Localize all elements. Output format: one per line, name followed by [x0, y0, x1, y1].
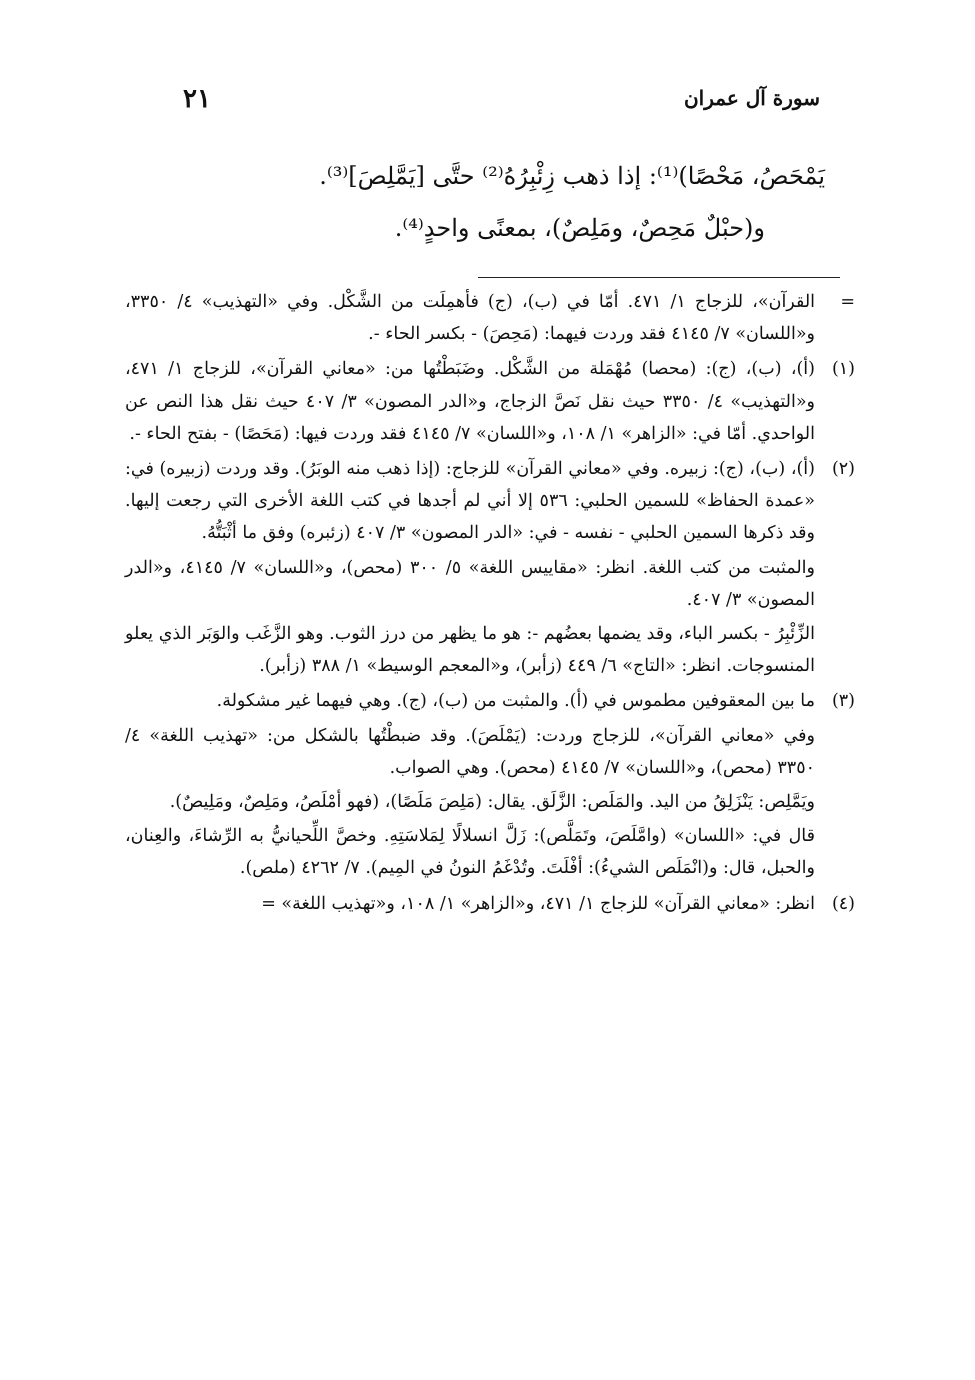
footnote-marker: (٤) — [831, 893, 855, 914]
running-header-surah-title: سورة آل عمران — [683, 86, 820, 110]
footnote-3 — [125, 685, 855, 884]
footnote-marker: (٢) — [831, 459, 855, 480]
footnote-paragraph: قال في: «اللسان» (وامَّلَصَ، وتَمَلَّص): زَلَّ انسلالًا لِمَلاسَتِهِ. وخصَّ اللِّحيانيُّ به الرِّشاءَ، والعِنان، والحبل، قال: و(انْمَلَص الشيءُ): أفْلَتَ. وتُدْغَمُ النونُ في المِيم). ٧/ ٤٢٦٢ (ملص). — [125, 826, 815, 879]
footnote-separator — [478, 277, 840, 278]
footnote-paragraph: ويَمَّلِص: يَنْزَلِقُ من اليد. والمَلَص: الزَّلَق. يقال: (مَلِصَ مَلَصًا)، (فهو أمْلَصُ، ومَلِصٌ، ومَلِيصٌ). — [169, 792, 815, 813]
footnote-marker: (١) — [831, 359, 855, 380]
footnotes — [125, 286, 855, 923]
footnote-marker: (٣) — [831, 691, 855, 712]
footnote-4 — [125, 888, 855, 920]
main-text — [150, 150, 825, 254]
page-number: ٢١ — [183, 84, 211, 114]
footnote-paragraph: (أ)، (ب)، (ج): زبيره. وفي «معاني القرآن» للزجاج: (إذا ذهب منه الوبَرُ). وقد وردت (زبيره) في: «عمدة الحفاظ» للسمين الحلبي: ٥٣٦ إلا أني لم أجدها في كتب اللغة الأخرى التي رجعت إليها. وقد ذكرها السمين الحلبي - نفسه - في: «الدر المصون» ٣/ ٤٠٧ (زئبره) وفق ما أثْبَتُّهُ. — [125, 459, 815, 544]
continuation-marker: = — [840, 292, 855, 312]
footnote-paragraph: وفي «معاني القرآن»، للزجاج وردت: (يَمْلَصَ). وقد ضبطْتُها بالشكل من: «تهذيب اللغة» ٤/ ٣٣٥٠ (محص)، و«اللسان» ٧/ ٤١٤٥ (محص). وهي الصواب. — [125, 725, 815, 778]
footnote-paragraph: (أ)، (ب)، (ج): (محصا) مُهْمَلة من الشَّكْل. وضَبَطْتُها من: «معاني القرآن»، للزجاج ١/ ٤٧١، و«التهذيب» ٤/ ٣٣٥٠ حيث نقل نَصَّ الزجاج، و«الدر المصون» ٣/ ٤٠٧ حيث نقل هذا النص عن الواحدي. أمّا في: «الزاهر» ١/ ١٠٨، و«اللسان» ٧/ ٤١٤٥ فقد وردت فيها: (مَحَصًا) - بفتح الحاء -. — [125, 359, 816, 444]
main-text-line: و(حبْلٌ مَحِصٌ، ومَلِصٌ)، بمعنًى واحدٍ⁽⁴⁾. — [394, 214, 765, 242]
footnote-1 — [125, 353, 855, 450]
footnote-continuation — [125, 286, 855, 350]
footnote-paragraph: الزِّئْبِرُ - بكسر الباء، وقد يضمها بعضُهم -: هو ما يظهر من درز الثوب. وهو الزَّغَب والوَبَر الذي يعلو المنسوجات. انظر: «التاج» ٦/ ٤٤٩ (زأبر)، و«المعجم الوسيط» ١/ ٣٨٨ (زأبر). — [125, 624, 815, 677]
footnote-2 — [125, 453, 855, 682]
footnote-paragraph: ما بين المعقوفين مطموس في (أ). والمثبت من (ب)، (ج). وهي فيهما غير مشكولة. — [216, 691, 815, 712]
footnote-paragraph: القرآن»، للزجاج ١/ ٤٧١. أمّا في (ب)، (ج) فأهمِلَت من الشَّكْل. وفي «التهذيب» ٤/ ٣٣٥٠، و«اللسان» ٧/ ٤١٤٥ فقد وردت فيهما: (مَحِصَ) - بكسر الحاء -. — [125, 292, 816, 345]
footnote-paragraph: والمثبت من كتب اللغة. انظر: «مقاييس اللغة» ٥/ ٣٠٠ (محص)، و«اللسان» ٧/ ٤١٤٥، و«الدر المصون» ٣/ ٤٠٧. — [125, 557, 815, 610]
main-text-line: يَمْحَصُ، مَحْصًا)⁽¹⁾: إذا ذهب زِئْبِرُهُ⁽²⁾ حتَّى [يَمَّلِصَ]⁽³⁾. — [319, 162, 825, 190]
footnote-paragraph: انظر: «معاني القرآن» للزجاج ١/ ٤٧١، و«الزاهر» ١/ ١٠٨، و«تهذيب اللغة» = — [261, 893, 815, 914]
